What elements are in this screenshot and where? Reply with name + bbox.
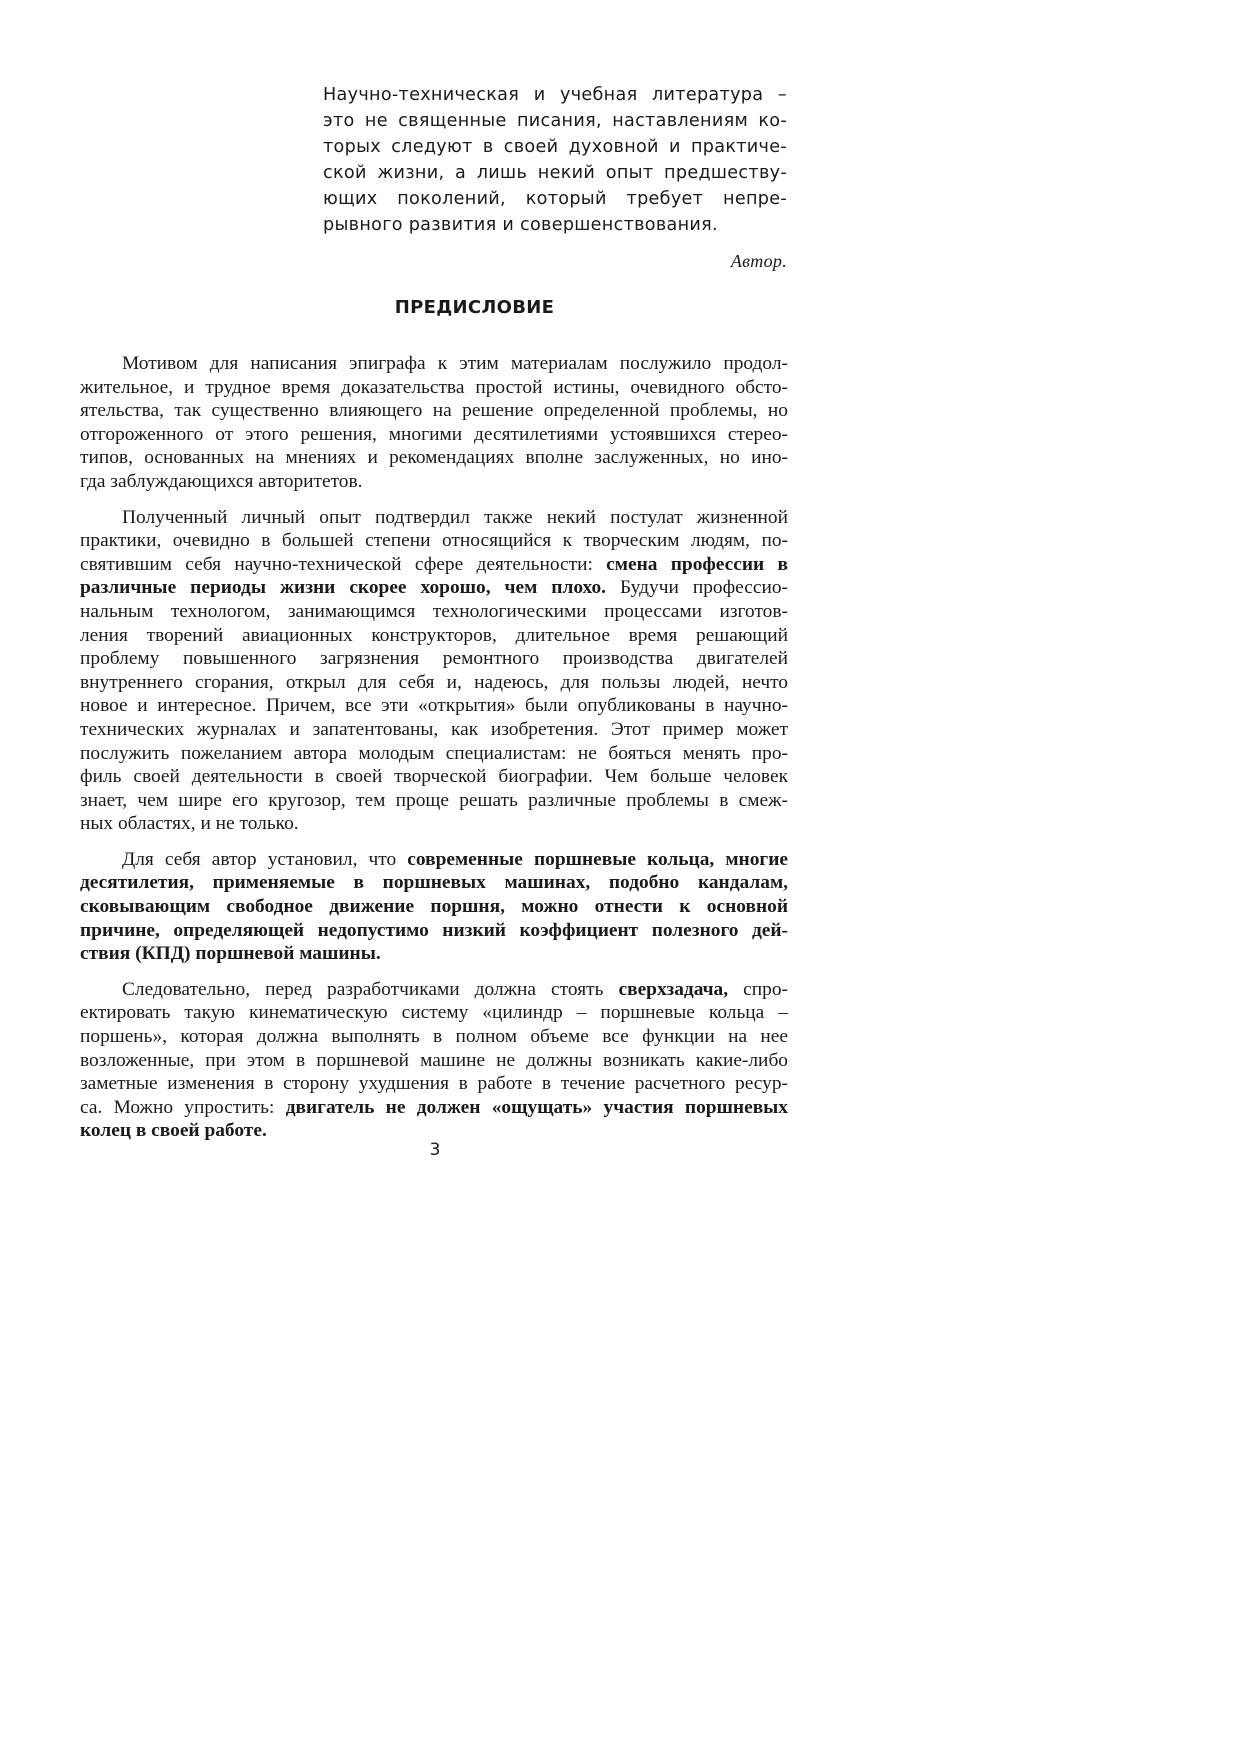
epigraph-line: это не священные писания, наставлениям ко- (323, 111, 787, 131)
paragraph-line (80, 600, 788, 624)
paragraph-line (80, 1072, 788, 1096)
paragraph-line (80, 978, 788, 1002)
paragraph-line (80, 812, 788, 836)
paragraph-line (80, 694, 788, 718)
text-run: возложенные, при этом в поршневой машине не должны возникать какие-либо (80, 1049, 788, 1071)
text-run: Следовательно, перед разработчиками должна стоять (122, 978, 619, 1000)
bold-text: современные поршневые кольца, многие (407, 848, 788, 870)
paragraph-line (80, 506, 788, 530)
paragraph-line (80, 446, 788, 470)
bold-text: сверхзадача, (618, 978, 729, 1000)
body-text (80, 352, 788, 1155)
epigraph-line: рывного развития и совершенствования. (323, 215, 718, 235)
section-heading: ПРЕДИСЛОВИЕ (394, 297, 555, 318)
paragraph-line (80, 529, 788, 553)
paragraph (80, 506, 788, 836)
paragraph-line (80, 671, 788, 695)
bold-text: смена профессии в (606, 553, 788, 575)
text-run: поршень», которая должна выполнять в полном объеме все функции на нее (80, 1026, 788, 1048)
text-run: са. Можно упростить: (80, 1096, 286, 1118)
text-run: ления творений авиационных конструкторов, длительное время решающий (80, 624, 788, 646)
text-run: проблему повышенного загрязнения ремонтного производства двигателей (80, 648, 788, 670)
paragraph-line (80, 789, 788, 813)
text-run: ятельства, так существенно влияющего на решение определенной проблемы, но (80, 400, 788, 422)
text-run: ектировать такую кинематическую систему «цилиндр – поршневые кольца – (80, 1002, 788, 1024)
text-run: Мотивом для написания эпиграфа к этим материалам послужило продол- (122, 353, 788, 374)
bold-text: сковывающим свободное движение поршня, можно отнести к основной (80, 896, 788, 918)
epigraph-author: Автор. (730, 251, 787, 271)
paragraph-line (80, 848, 788, 872)
text-run: заметные изменения в сторону ухудшения в работе в течение расчетного ресур- (80, 1073, 788, 1095)
paragraph-line (80, 352, 788, 376)
epigraph-line: Научно-техническая и учебная литература – (323, 85, 787, 105)
text-run: отгороженного от этого решения, многими десятилетиями устоявшихся стерео- (80, 423, 788, 445)
paragraph (80, 978, 788, 1143)
paragraph-line (80, 624, 788, 648)
text-run: технических журналах и запатентованы, как изобретения. Этот пример может (80, 718, 788, 740)
bold-text: двигатель не должен «ощущать» участия поршневых (285, 1096, 789, 1118)
text-run: внутреннего сгорания, открыл для себя и, надеюсь, для пользы людей, нечто (80, 671, 788, 693)
paragraph-line (80, 871, 788, 895)
text-run: гда заблуждающихся авторитетов. (80, 470, 363, 492)
paragraph-line (80, 1049, 788, 1073)
paragraph-line (80, 765, 788, 789)
text-run: ных областях, и не только. (80, 813, 299, 835)
paragraph-line (80, 718, 788, 742)
epigraph-line: торых следуют в своей духовной и практиче- (323, 137, 787, 157)
bold-text: причине, определяющей недопустимо низкий коэффициент полезного дей- (80, 919, 788, 941)
paragraph-line (80, 470, 788, 494)
text-run: новое и интересное. Причем, все эти «открытия» были опубликованы в научно- (80, 695, 788, 717)
text-run: святившим себя научно-технической сфере деятельности: (80, 553, 607, 575)
text-run: знает, чем шире его кругозор, тем проще решать различные проблемы в смеж- (80, 789, 788, 811)
paragraph-line (80, 1096, 788, 1120)
paragraph-line (80, 376, 788, 400)
bold-text: колец в своей работе. (80, 1120, 267, 1142)
epigraph-line: ской жизни, а лишь некий опыт предшеству- (323, 163, 787, 183)
paragraph-line (80, 553, 788, 577)
paragraph-line (80, 423, 788, 447)
paragraph (80, 352, 788, 494)
text-run: типов, основанных на мнениях и рекомендациях вполне заслуженных, но ино- (80, 447, 788, 469)
paragraph (80, 848, 788, 966)
epigraph (323, 82, 787, 274)
paragraph-line (80, 742, 788, 766)
paragraph-line (80, 576, 788, 600)
bold-text: ствия (КПД) поршневой машины. (80, 943, 381, 965)
page-number: 3 (429, 1140, 441, 1160)
bold-text: различные периоды жизни скорее хорошо, чем плохо. (80, 577, 607, 599)
text-run: практики, очевидно в большей степени относящийся к творческим людям, по- (80, 530, 788, 552)
text-run: Для себя автор установил, что (122, 848, 408, 870)
paragraph-line (80, 647, 788, 671)
text-run: спро- (728, 978, 788, 1000)
text-run: послужить пожеланием автора молодым специалистам: не бояться менять про- (80, 742, 788, 764)
paragraph-line (80, 399, 788, 423)
paragraph-line (80, 1001, 788, 1025)
bold-text: десятилетия, применяемые в поршневых машинах, подобно кандалам, (80, 872, 788, 894)
paragraph-line (80, 1025, 788, 1049)
text-run: Будучи профессио- (606, 577, 788, 599)
paragraph-line (80, 895, 788, 919)
paragraph-line (80, 919, 788, 943)
text-run: филь своей деятельности в своей творческой биографии. Чем больше человек (80, 766, 788, 788)
paragraph-line (80, 942, 788, 966)
text-run: Полученный личный опыт подтвердил также некий постулат жизненной (122, 506, 788, 528)
text-run: нальным технологом, занимающимся технологическими процессами изготов- (80, 600, 788, 622)
epigraph-line: ющих поколений, который требует непре- (323, 189, 787, 209)
text-run: жительное, и трудное время доказательства простой истины, очевидного обсто- (80, 376, 788, 398)
